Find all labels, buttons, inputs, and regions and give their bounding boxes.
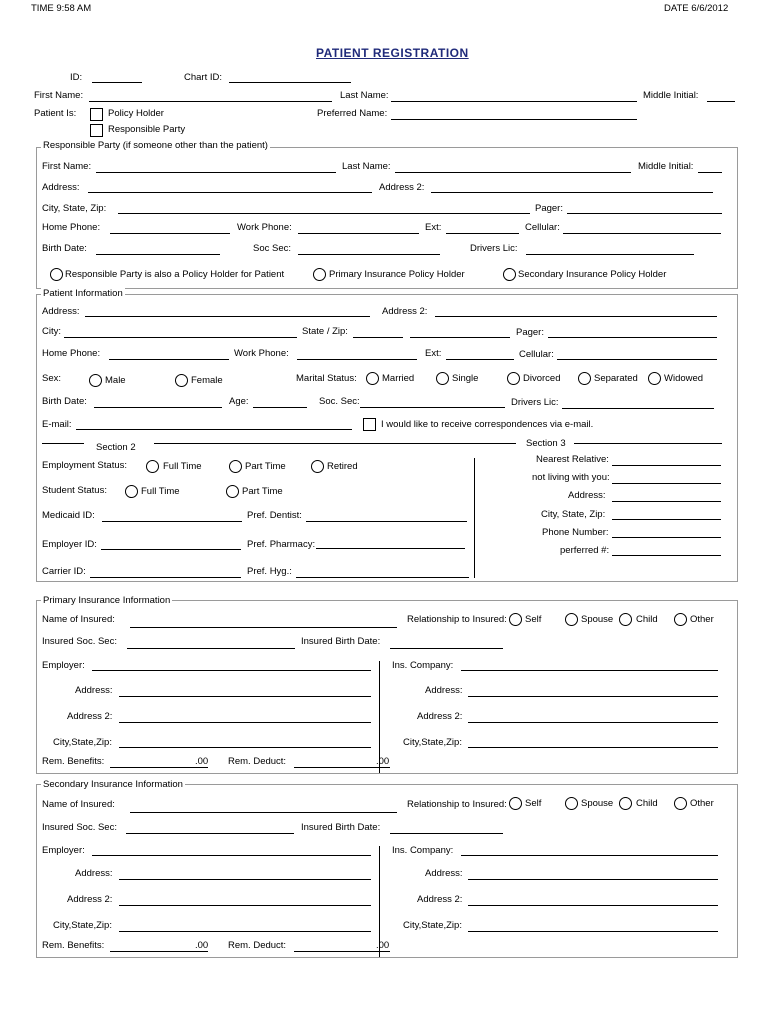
pi-company-city-label: City,State,Zip: — [403, 737, 462, 748]
s2-medicaid-id-label: Medicaid ID: — [42, 510, 95, 521]
s3-nearest-relative-label: Nearest Relative: — [536, 454, 609, 465]
s2-pref-pharmacy-label: Pref. Pharmacy: — [247, 539, 316, 550]
pt-pager-label: Pager: — [516, 327, 544, 338]
pi-rem-benefits-field[interactable] — [110, 767, 208, 768]
rp-middle-initial-field[interactable] — [698, 172, 722, 173]
si-employer-address2-label: Address 2: — [67, 894, 113, 905]
pt-address2-label: Address 2: — [382, 306, 428, 317]
s2-pref-hyg-field[interactable] — [296, 577, 469, 578]
pi-other-radio[interactable] — [674, 613, 687, 626]
rp-primary-holder-option: Primary Insurance Policy Holder — [329, 269, 465, 280]
pt-email-label: E-mail: — [42, 419, 72, 430]
pi-self-radio[interactable] — [509, 613, 522, 626]
si-insured-soc-sec-label: Insured Soc. Sec: — [42, 822, 117, 833]
pi-relationship-label: Relationship to Insured: — [407, 614, 507, 625]
pt-cellular-field[interactable] — [557, 359, 717, 360]
middle-initial-label: Middle Initial: — [643, 90, 699, 101]
si-company-address-field[interactable] — [468, 879, 718, 880]
pt-email-field[interactable] — [76, 429, 352, 430]
pi-spouse-radio[interactable] — [565, 613, 578, 626]
preferred-name-field[interactable] — [391, 119, 637, 120]
first-name-label: First Name: — [34, 90, 84, 101]
pt-work-phone-field[interactable] — [297, 359, 417, 360]
si-child-radio[interactable] — [619, 797, 632, 810]
si-name-of-insured-field[interactable] — [130, 812, 397, 813]
s2-employer-id-field[interactable] — [101, 549, 241, 550]
pi-employer-address-field[interactable] — [119, 696, 371, 697]
pt-cellular-label: Cellular: — [519, 349, 554, 360]
rp-ext-label: Ext: — [425, 222, 442, 233]
si-rem-deduct-label: Rem. Deduct: — [228, 940, 287, 951]
pt-ext-label: Ext: — [425, 348, 442, 359]
pi-company-city-field[interactable] — [468, 747, 718, 748]
s2-stu-full-time-radio[interactable] — [125, 485, 138, 498]
si-employer-address-label: Address: — [75, 868, 113, 879]
s3-preferred-field[interactable] — [612, 555, 721, 556]
rp-address2-label: Address 2: — [379, 182, 425, 193]
s2-emp-retired-radio[interactable] — [311, 460, 324, 473]
pt-single-label: Single — [452, 373, 479, 384]
si-employer-city-label: City,State,Zip: — [53, 920, 112, 931]
si-company-address-label: Address: — [425, 868, 463, 879]
rp-birth-date-field[interactable] — [96, 254, 220, 255]
rp-birth-date-label: Birth Date: — [42, 243, 87, 254]
rp-address2-field[interactable] — [431, 192, 713, 193]
rp-last-name-label: Last Name: — [342, 161, 391, 172]
secondary-insurance-legend: Secondary Insurance Information — [43, 779, 183, 790]
si-employer-address-field[interactable] — [119, 879, 371, 880]
pi-spouse-label: Spouse — [581, 614, 614, 625]
si-company-address2-label: Address 2: — [417, 894, 463, 905]
pi-ins-company-label: Ins. Company: — [392, 660, 454, 671]
rp-work-phone-field[interactable] — [298, 233, 419, 234]
policy-holder-checkbox[interactable] — [90, 108, 103, 121]
rp-soc-sec-label: Soc Sec: — [253, 243, 292, 254]
pt-soc-sec-field[interactable] — [360, 407, 505, 408]
pt-single-radio[interactable] — [436, 372, 449, 385]
s2-employment-status-label: Employment Status: — [42, 460, 128, 471]
rp-address-field[interactable] — [88, 192, 372, 193]
s3-not-living-label: not living with you: — [532, 472, 610, 483]
pi-insured-soc-sec-label: Insured Soc. Sec: — [42, 636, 117, 647]
s2-stu-full-time-label: Full Time — [141, 486, 180, 497]
si-rem-deduct-cents: .00 — [376, 940, 390, 951]
pi-self-label: Self — [525, 614, 542, 625]
s3-preferred-label: perferred #: — [560, 545, 610, 556]
s2-pref-hyg-label: Pref. Hyg.: — [247, 566, 292, 577]
s3-phone-field[interactable] — [612, 537, 721, 538]
pt-male-radio[interactable] — [89, 374, 102, 387]
first-name-field[interactable] — [89, 101, 332, 102]
pt-male-label: Male — [105, 375, 126, 386]
pt-married-radio[interactable] — [366, 372, 379, 385]
patient-is-label: Patient Is: — [34, 108, 77, 119]
pi-other-label: Other — [690, 614, 714, 625]
rp-drivers-lic-label: Drivers Lic: — [470, 243, 518, 254]
si-rem-benefits-field[interactable] — [110, 951, 208, 952]
last-name-label: Last Name: — [340, 90, 389, 101]
rp-home-phone-label: Home Phone: — [42, 222, 101, 233]
pt-state-zip-label: State / Zip: — [302, 326, 348, 337]
pi-insured-birth-date-field[interactable] — [390, 648, 503, 649]
date-stamp: DATE 6/6/2012 — [664, 3, 729, 14]
pt-ext-field[interactable] — [446, 359, 514, 360]
s2-student-status-label: Student Status: — [42, 485, 107, 496]
si-spouse-label: Spouse — [581, 798, 614, 809]
rp-cellular-field[interactable] — [563, 233, 721, 234]
s2-pref-dentist-field[interactable] — [306, 521, 467, 522]
pi-employer-city-field[interactable] — [119, 747, 371, 748]
pt-widowed-radio[interactable] — [648, 372, 661, 385]
page-title: PATIENT REGISTRATION — [316, 46, 469, 60]
pt-home-phone-label: Home Phone: — [42, 348, 101, 359]
s2-emp-retired-label: Retired — [327, 461, 358, 472]
s2-stu-part-time-radio[interactable] — [226, 485, 239, 498]
s2-stu-part-time-label: Part Time — [242, 486, 283, 497]
pi-name-of-insured-field[interactable] — [130, 627, 397, 628]
s3-nearest-relative-field[interactable] — [612, 465, 721, 466]
s2-employer-id-label: Employer ID: — [42, 539, 97, 550]
pt-home-phone-field[interactable] — [109, 359, 229, 360]
s2-pref-pharmacy-field[interactable] — [316, 548, 465, 549]
pt-widowed-label: Widowed — [664, 373, 704, 384]
id-field[interactable] — [92, 82, 142, 83]
rp-work-phone-label: Work Phone: — [237, 222, 292, 233]
rp-soc-sec-field[interactable] — [298, 254, 440, 255]
si-employer-address2-field[interactable] — [119, 905, 371, 906]
s2-carrier-id-field[interactable] — [90, 577, 241, 578]
policy-holder-label: Policy Holder — [108, 108, 164, 119]
pi-employer-address-label: Address: — [75, 685, 113, 696]
s2-emp-full-time-radio[interactable] — [146, 460, 159, 473]
section-divider — [474, 458, 475, 578]
pt-drivers-lic-label: Drivers Lic: — [511, 397, 559, 408]
chart-id-field[interactable] — [229, 82, 351, 83]
si-insured-soc-sec-field[interactable] — [126, 833, 294, 834]
si-insured-birth-date-label: Insured Birth Date: — [301, 822, 381, 833]
rp-policy-holder-radio[interactable] — [50, 268, 63, 281]
si-child-label: Child — [636, 798, 658, 809]
last-name-field[interactable] — [391, 101, 637, 102]
s2-carrier-id-label: Carrier ID: — [42, 566, 86, 577]
rp-secondary-holder-radio[interactable] — [503, 268, 516, 281]
pt-female-radio[interactable] — [175, 374, 188, 387]
pt-state-field[interactable] — [353, 337, 403, 338]
pt-city-label: City: — [42, 326, 61, 337]
si-name-of-insured-label: Name of Insured: — [42, 799, 115, 810]
rp-home-phone-field[interactable] — [110, 233, 230, 234]
pt-divorced-radio[interactable] — [507, 372, 520, 385]
pt-marital-status-label: Marital Status: — [296, 373, 357, 384]
si-company-city-field[interactable] — [468, 931, 718, 932]
pt-email-opt-checkbox[interactable] — [363, 418, 376, 431]
pt-address-field[interactable] — [85, 316, 370, 317]
pt-age-field[interactable] — [253, 407, 307, 408]
pi-rem-benefits-label: Rem. Benefits: — [42, 756, 105, 767]
si-company-address2-field[interactable] — [468, 905, 718, 906]
rp-city-state-zip-field[interactable] — [118, 213, 530, 214]
rp-ext-field[interactable] — [446, 233, 519, 234]
pt-separated-label: Separated — [594, 373, 638, 384]
section2-label: Section 2 — [96, 442, 136, 453]
chart-id-label: Chart ID: — [184, 72, 223, 83]
responsible-party-checkbox[interactable] — [90, 124, 103, 137]
pt-address2-field[interactable] — [435, 316, 717, 317]
id-label: ID: — [70, 72, 83, 83]
si-relationship-label: Relationship to Insured: — [407, 799, 507, 810]
pi-employer-address2-field[interactable] — [119, 722, 371, 723]
responsible-party-legend: Responsible Party (if someone other than the patient) — [43, 140, 268, 151]
s2-emp-full-time-label: Full Time — [163, 461, 202, 472]
s3-address-label: Address: — [568, 490, 606, 501]
pi-company-address-field[interactable] — [468, 696, 718, 697]
si-ins-company-label: Ins. Company: — [392, 845, 454, 856]
rp-city-state-zip-label: City, State, Zip: — [42, 203, 107, 214]
primary-insurance-legend: Primary Insurance Information — [43, 595, 171, 606]
pi-child-radio[interactable] — [619, 613, 632, 626]
time-stamp: TIME 9:58 AM — [31, 3, 92, 14]
s2-emp-part-time-label: Part Time — [245, 461, 286, 472]
pi-company-address-label: Address: — [425, 685, 463, 696]
s2-pref-dentist-label: Pref. Dentist: — [247, 510, 302, 521]
rp-secondary-holder-option: Secondary Insurance Policy Holder — [518, 269, 667, 280]
s2-medicaid-id-field[interactable] — [102, 521, 242, 522]
section2-rule-right — [154, 443, 516, 444]
pi-employer-address2-label: Address 2: — [67, 711, 113, 722]
pt-drivers-lic-field[interactable] — [562, 408, 714, 409]
si-company-city-label: City,State,Zip: — [403, 920, 462, 931]
pi-rem-benefits-cents: .00 — [195, 756, 209, 767]
s3-address-field[interactable] — [612, 501, 721, 502]
pt-soc-sec-label: Soc. Sec: — [319, 396, 360, 407]
section3-label: Section 3 — [526, 438, 566, 449]
s3-phone-label: Phone Number: — [542, 527, 609, 538]
rp-pager-label: Pager: — [535, 203, 563, 214]
preferred-name-label: Preferred Name: — [317, 108, 388, 119]
rp-first-name-label: First Name: — [42, 161, 92, 172]
patient-information-legend: Patient Information — [43, 288, 123, 299]
pt-address-label: Address: — [42, 306, 80, 317]
rp-primary-holder-radio[interactable] — [313, 268, 326, 281]
pi-company-address2-label: Address 2: — [417, 711, 463, 722]
responsible-party-label: Responsible Party — [108, 124, 186, 135]
si-insured-birth-date-field[interactable] — [390, 833, 503, 834]
pt-female-label: Female — [191, 375, 223, 386]
rp-drivers-lic-field[interactable] — [526, 254, 694, 255]
pi-company-address2-field[interactable] — [468, 722, 718, 723]
pi-rem-deduct-cents: .00 — [376, 756, 390, 767]
si-employer-city-field[interactable] — [119, 931, 371, 932]
rp-cellular-label: Cellular: — [525, 222, 560, 233]
pt-pager-field[interactable] — [548, 337, 717, 338]
pi-employer-label: Employer: — [42, 660, 85, 671]
si-self-radio[interactable] — [509, 797, 522, 810]
pi-employer-field[interactable] — [92, 670, 371, 671]
si-rem-benefits-label: Rem. Benefits: — [42, 940, 105, 951]
pt-birth-date-label: Birth Date: — [42, 396, 87, 407]
si-spouse-radio[interactable] — [565, 797, 578, 810]
pi-employer-city-label: City,State,Zip: — [53, 737, 112, 748]
pt-zip-field[interactable] — [410, 337, 510, 338]
pi-insured-birth-date-label: Insured Birth Date: — [301, 636, 381, 647]
pt-divorced-label: Divorced — [523, 373, 561, 384]
si-employer-field[interactable] — [92, 855, 371, 856]
rp-policy-holder-option: Responsible Party is also a Policy Holder for Patient — [65, 269, 285, 280]
si-other-radio[interactable] — [674, 797, 687, 810]
pi-insured-soc-sec-field[interactable] — [127, 648, 295, 649]
rp-pager-field[interactable] — [567, 213, 722, 214]
s2-emp-part-time-radio[interactable] — [229, 460, 242, 473]
s3-not-living-field[interactable] — [612, 483, 721, 484]
pt-birth-date-field[interactable] — [94, 407, 222, 408]
rp-middle-initial-label: Middle Initial: — [638, 161, 694, 172]
pt-work-phone-label: Work Phone: — [234, 348, 289, 359]
pt-email-opt-label: I would like to receive correspondences via e-mail. — [381, 419, 594, 430]
pt-age-label: Age: — [229, 396, 249, 407]
pt-city-field[interactable] — [64, 337, 297, 338]
pi-rem-deduct-label: Rem. Deduct: — [228, 756, 287, 767]
rp-first-name-field[interactable] — [96, 172, 336, 173]
s3-city-state-zip-label: City, State, Zip: — [541, 509, 606, 520]
section2-rule-left — [42, 443, 84, 444]
si-ins-company-field[interactable] — [461, 855, 718, 856]
pt-sex-label: Sex: — [42, 373, 62, 384]
pi-name-of-insured-label: Name of Insured: — [42, 614, 115, 625]
si-self-label: Self — [525, 798, 542, 809]
rp-address-label: Address: — [42, 182, 80, 193]
si-employer-label: Employer: — [42, 845, 85, 856]
pt-separated-radio[interactable] — [578, 372, 591, 385]
rp-last-name-field[interactable] — [395, 172, 631, 173]
s3-city-state-zip-field[interactable] — [612, 519, 721, 520]
section3-rule — [574, 443, 722, 444]
si-rem-benefits-cents: .00 — [195, 940, 209, 951]
pt-married-label: Married — [382, 373, 415, 384]
si-other-label: Other — [690, 798, 714, 809]
pi-child-label: Child — [636, 614, 658, 625]
pi-ins-company-field[interactable] — [461, 670, 718, 671]
middle-initial-field[interactable] — [707, 101, 735, 102]
